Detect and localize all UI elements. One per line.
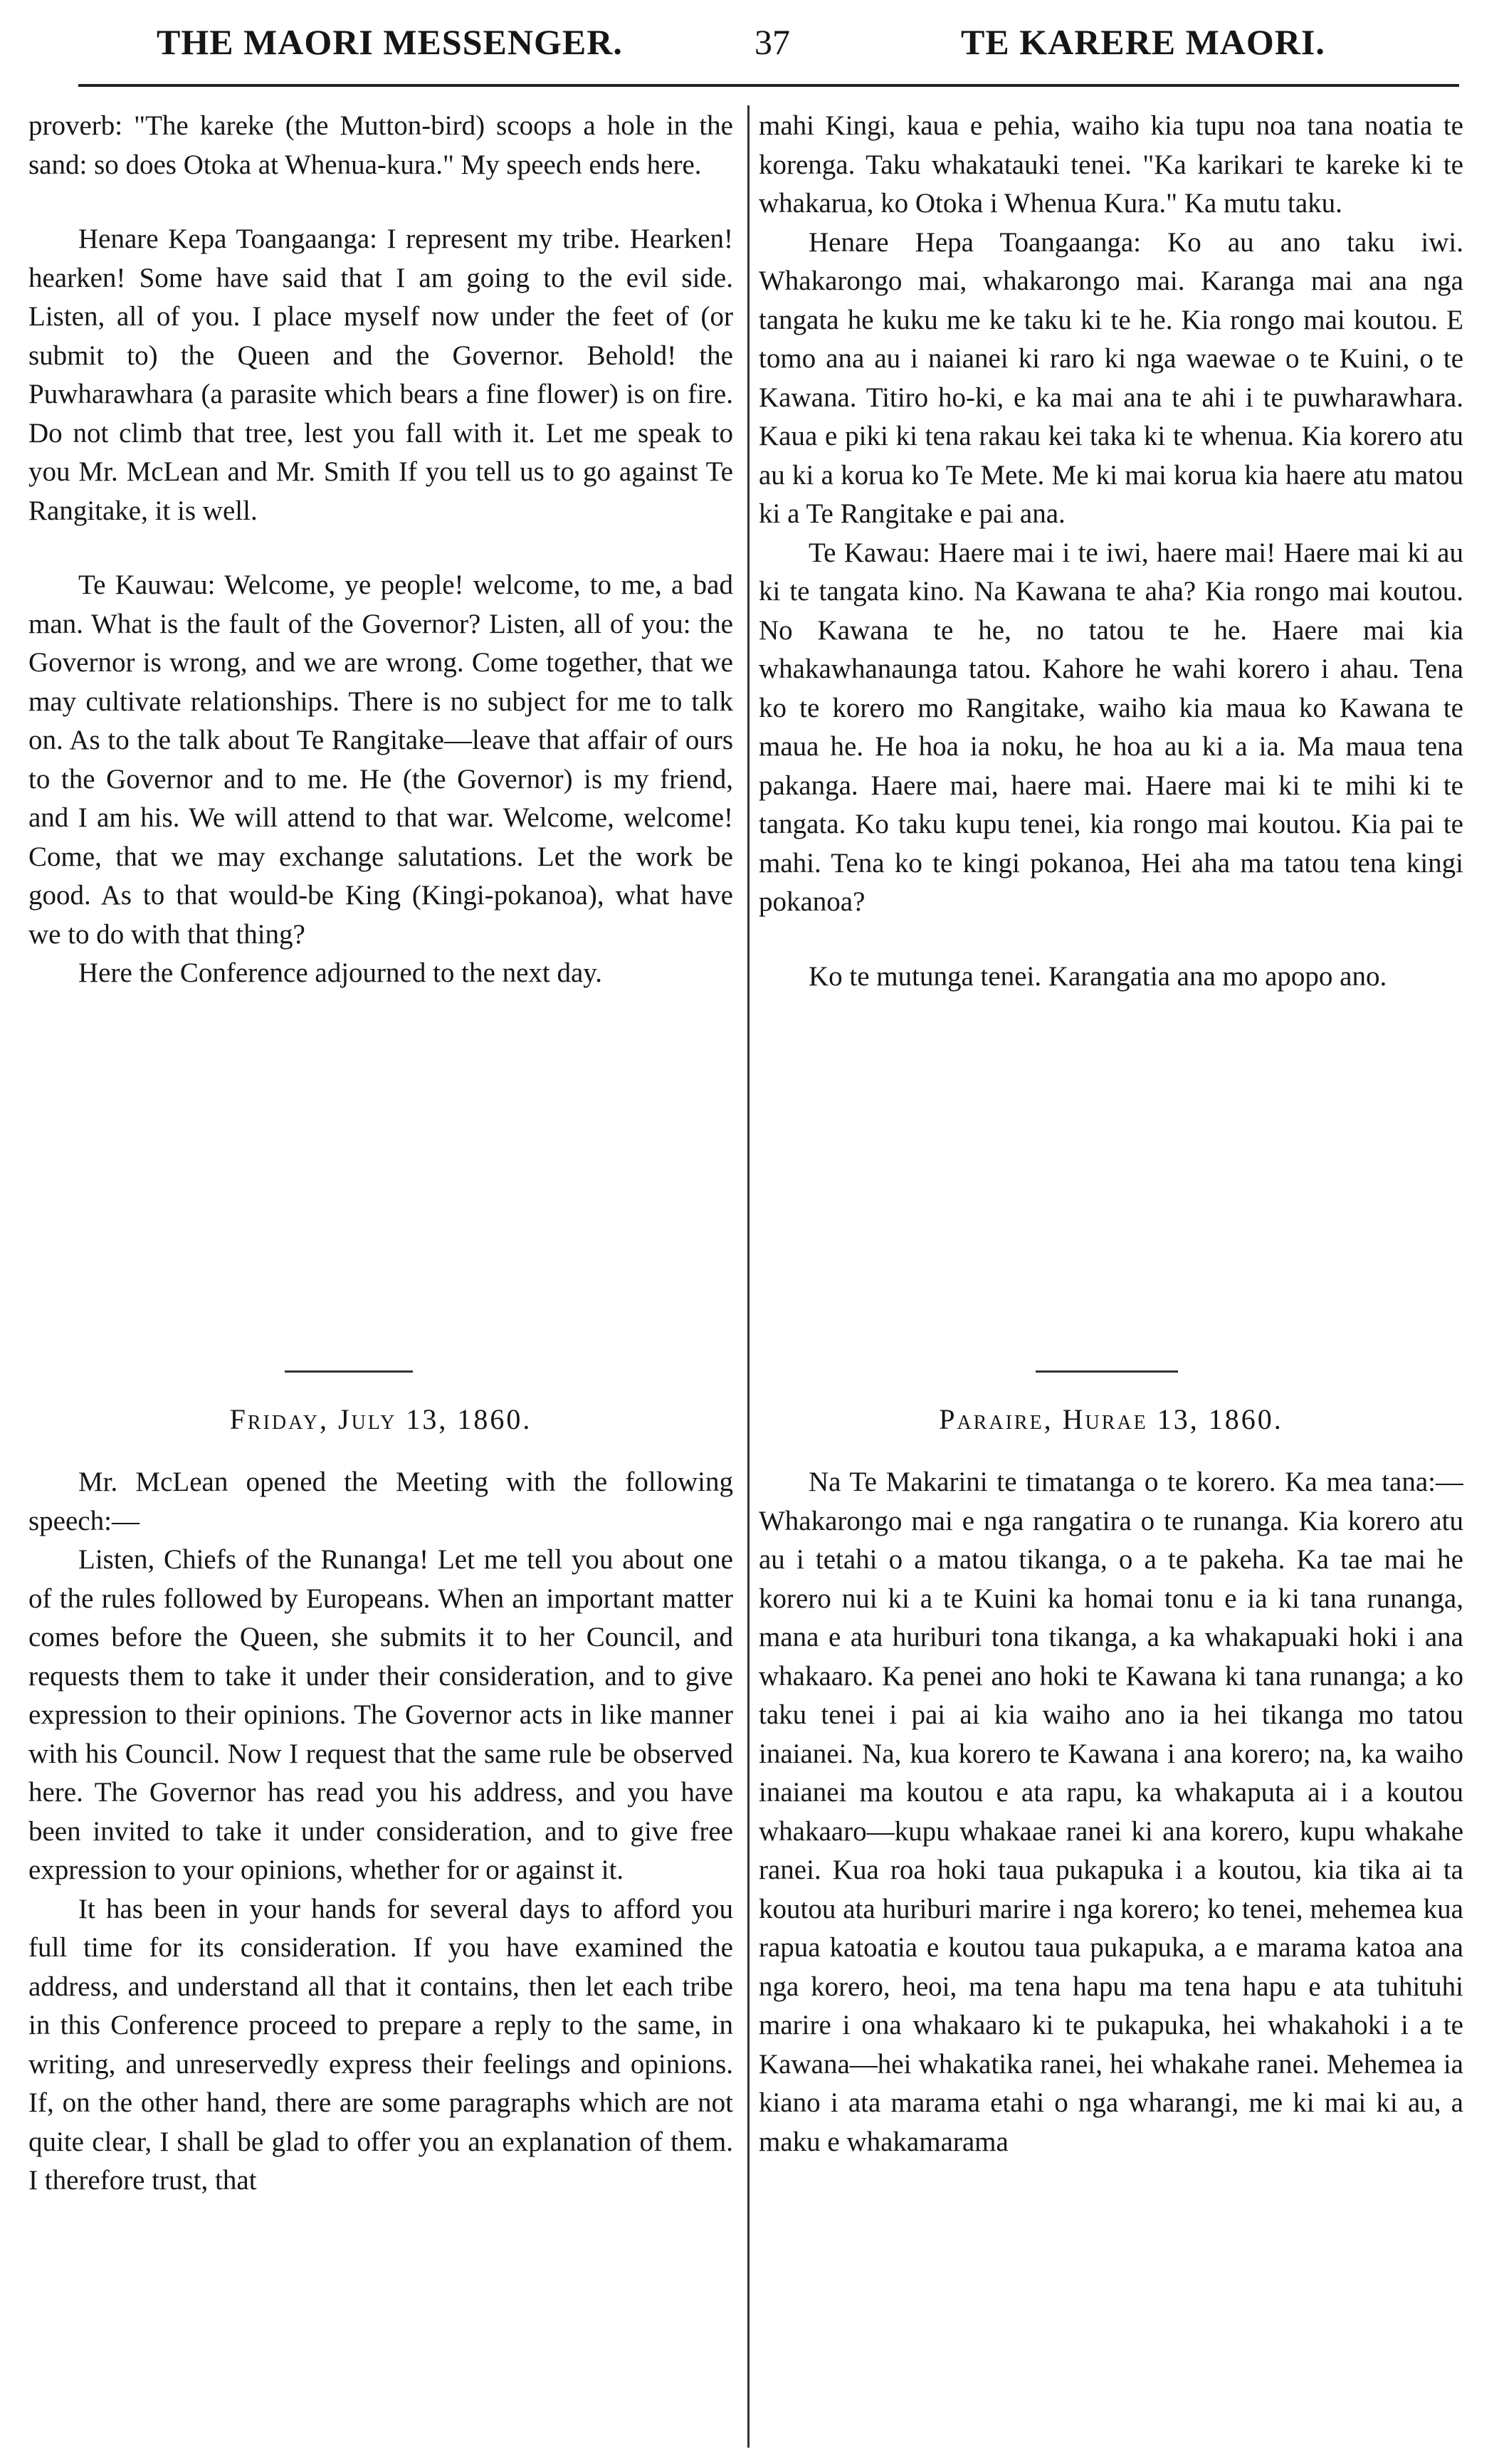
- english-paragraph: Listen, Chiefs of the Runanga! Let me tell you about one of the rules followed by Europeans. When an important matter comes before the Queen, she submits it to her Council, and requests them to take it under their consideration, and to give expression to their opinions. The Governor acts in like manner with his Council. Now I request that the same rule be observed here. The Governor has read you his address, and you have been invited to take it under consideration, and to give free expression to your opinions, whether for or against it.: [28, 1544, 733, 1885]
- maori-section-heading: Paraire, Hurae 13, 1860.: [939, 1403, 1283, 1435]
- english-paragraph: Mr. McLean opened the Meeting with the following speech:—: [28, 1467, 733, 1536]
- maori-masthead: TE KARERE MAORI.: [961, 22, 1325, 62]
- english-paragraph: Henare Kepa Toangaanga: I represent my tribe. Hearken! hearken! Some have said that I am going to the evil side. Listen, all of you. I place myself now under the feet of (or submit to) the Queen and the Governor. Behold! the Puwharawhara (a parasite which bears a fine flower) is on fire. Do not climb that tree, lest you fall with it. Let me speak to you Mr. McLean and Mr. Smith If you tell us to go against Te Rangitake, it is well.: [28, 224, 733, 526]
- english-paragraph: Te Kauwau: Welcome, ye people! welcome, to me, a bad man. What is the fault of the Governor? Listen, all of you: the Governor is wrong, and we are wrong. Come together, that we may cultivate relationships. There is no subject for me to talk on. As to the talk about Te Rangitake—leave that affair of ours to the Governor and to me. He (the Governor) is my friend, and I am his. We will attend to that war. Welcome, welcome! Come, that we may exchange salutations. Let the work be good. As to that would-be King (Kingi-pokanoa), what have we to do with that thing?: [28, 570, 733, 950]
- header-rule: [78, 84, 1459, 87]
- column-divider: [747, 105, 750, 2448]
- page-header: [43, 21, 1466, 85]
- english-paragraph: proverb: "The kareke (the Mutton-bird) scoops a hole in the sand: so does Otoka at Whenua-kura." My speech ends here.: [28, 110, 733, 180]
- english-masthead: THE MAORI MESSENGER.: [157, 22, 623, 62]
- english-column-top: [28, 107, 733, 1317]
- maori-paragraph: Henare Hepa Toangaanga: Ko au ano taku iwi. Whakarongo mai, whakarongo mai. Karanga mai ana nga tangata he kuku me ke taku ki te he. Kia rongo mai koutou. E tomo ana au i naianei ki raro ki nga waewae o te Kuini, o te Kawana. Titiro ho-ki, e ka mai ana te ahi i te puwharawhara. Kaua e piki ki tena rakau kei taka ki te whenua. Kia korero atu au ki a korua ko Te Mete. Me ki mai korua kia haere atu matou ki a Te Rangitake e pai ana.: [759, 226, 1463, 529]
- section-separator: [285, 1370, 413, 1373]
- maori-column-bottom: [759, 1463, 1463, 2453]
- english-paragraph: Here the Conference adjourned to the next day.: [78, 958, 602, 988]
- maori-paragraph: Ko te mutunga tenei. Karangatia ana mo apopo ano.: [809, 960, 1387, 992]
- english-paragraph: It has been in your hands for several days to afford you full time for its consideration. If you have examined the address, and understand all that it contains, then let each tribe in this Conference proceed to prepare a reply to the same, in writing, and unreservedly express their feelings and opinions. If, on the other hand, there are some paragraphs which are not quite clear, I shall be glad to offer you an explanation of them. I therefore trust, that: [28, 1893, 733, 2196]
- page-number: 37: [754, 22, 790, 62]
- english-column-bottom: [28, 1463, 733, 2453]
- maori-paragraph: Te Kawau: Haere mai i te iwi, haere mai! Haere mai ki au ki te tangata kino. Na Kawana te aha? Kia rongo mai koutou. No Kawana te he, no tatou te he. Haere mai kia whakawhanaunga tatou. Kahore he wahi korero i ahau. Tena ko te korero mo Rangitake, waiho kia maua ko Kawana te maua he. He hoa ia noku, he hoa au ki a ia. Ma maua tena pakanga. Haere mai, haere mai. Haere mai ki te mihi ki te tangata. Ko taku kupu tenei, kia rongo mai koutou. Kia pai te mahi. Tena ko te kingi pokanoa, Hei aha ma tatou tena kingi pokanoa?: [759, 537, 1463, 917]
- english-section-heading: Friday, July 13, 1860.: [229, 1403, 532, 1435]
- maori-column-top: [759, 107, 1463, 1317]
- maori-paragraph: Na Te Makarini te timatanga o te korero. Ka mea tana:—Whakarongo mai e nga rangatira o te runanga. Kia korero atu au i tetahi o a matou tikanga, o a te pakeha. Ka tae mai he korero nui ki a te Kuini ka homai tonu e ia ki tana runanga, mana e ata huriburi tona tikanga, a ka whakapuaki hoki i ana whakaaro. Ka penei ano hoki te Kawana ki tana runanga; a ko taku tenei i pai ai kia waiho ano ia hei tikanga mo tatou inaianei. Na, kua korero te Kawana i ana korero; na, ka waiho inaianei ma koutou e ata rapu, ka whakaputa ai i a koutou whakaaro—kupu whakaae ranei ki ana korero, kupu whakahe ranei. Kua roa hoki taua pukapuka i a koutou, kia tika ai ta koutou ata huriburi marire i nga korero; ko tenei, mehemea kua rapua katoatia e koutou taua pukapuka, a e marama katoa ana nga korero, heoi, ma tena hapu ma tena hapu e ata tuhituhi marire i ona whakaaro ki te pukapuka, hei whakahoki i a te Kawana—hei whakatika ranei, hei whakahe ranei. Mehemea ia kiano i ata marama etahi o nga wharangi, me ki mai ki au, a maku e whakamarama: [759, 1467, 1463, 2157]
- section-separator: [1036, 1370, 1178, 1373]
- maori-paragraph: mahi Kingi, kaua e pehia, waiho kia tupu noa tana noatia te korenga. Taku whakatauki tenei. "Ka karikari te kareke ki te whakarua, ko Otoka i Whenua Kura." Ka mutu taku.: [759, 110, 1463, 219]
